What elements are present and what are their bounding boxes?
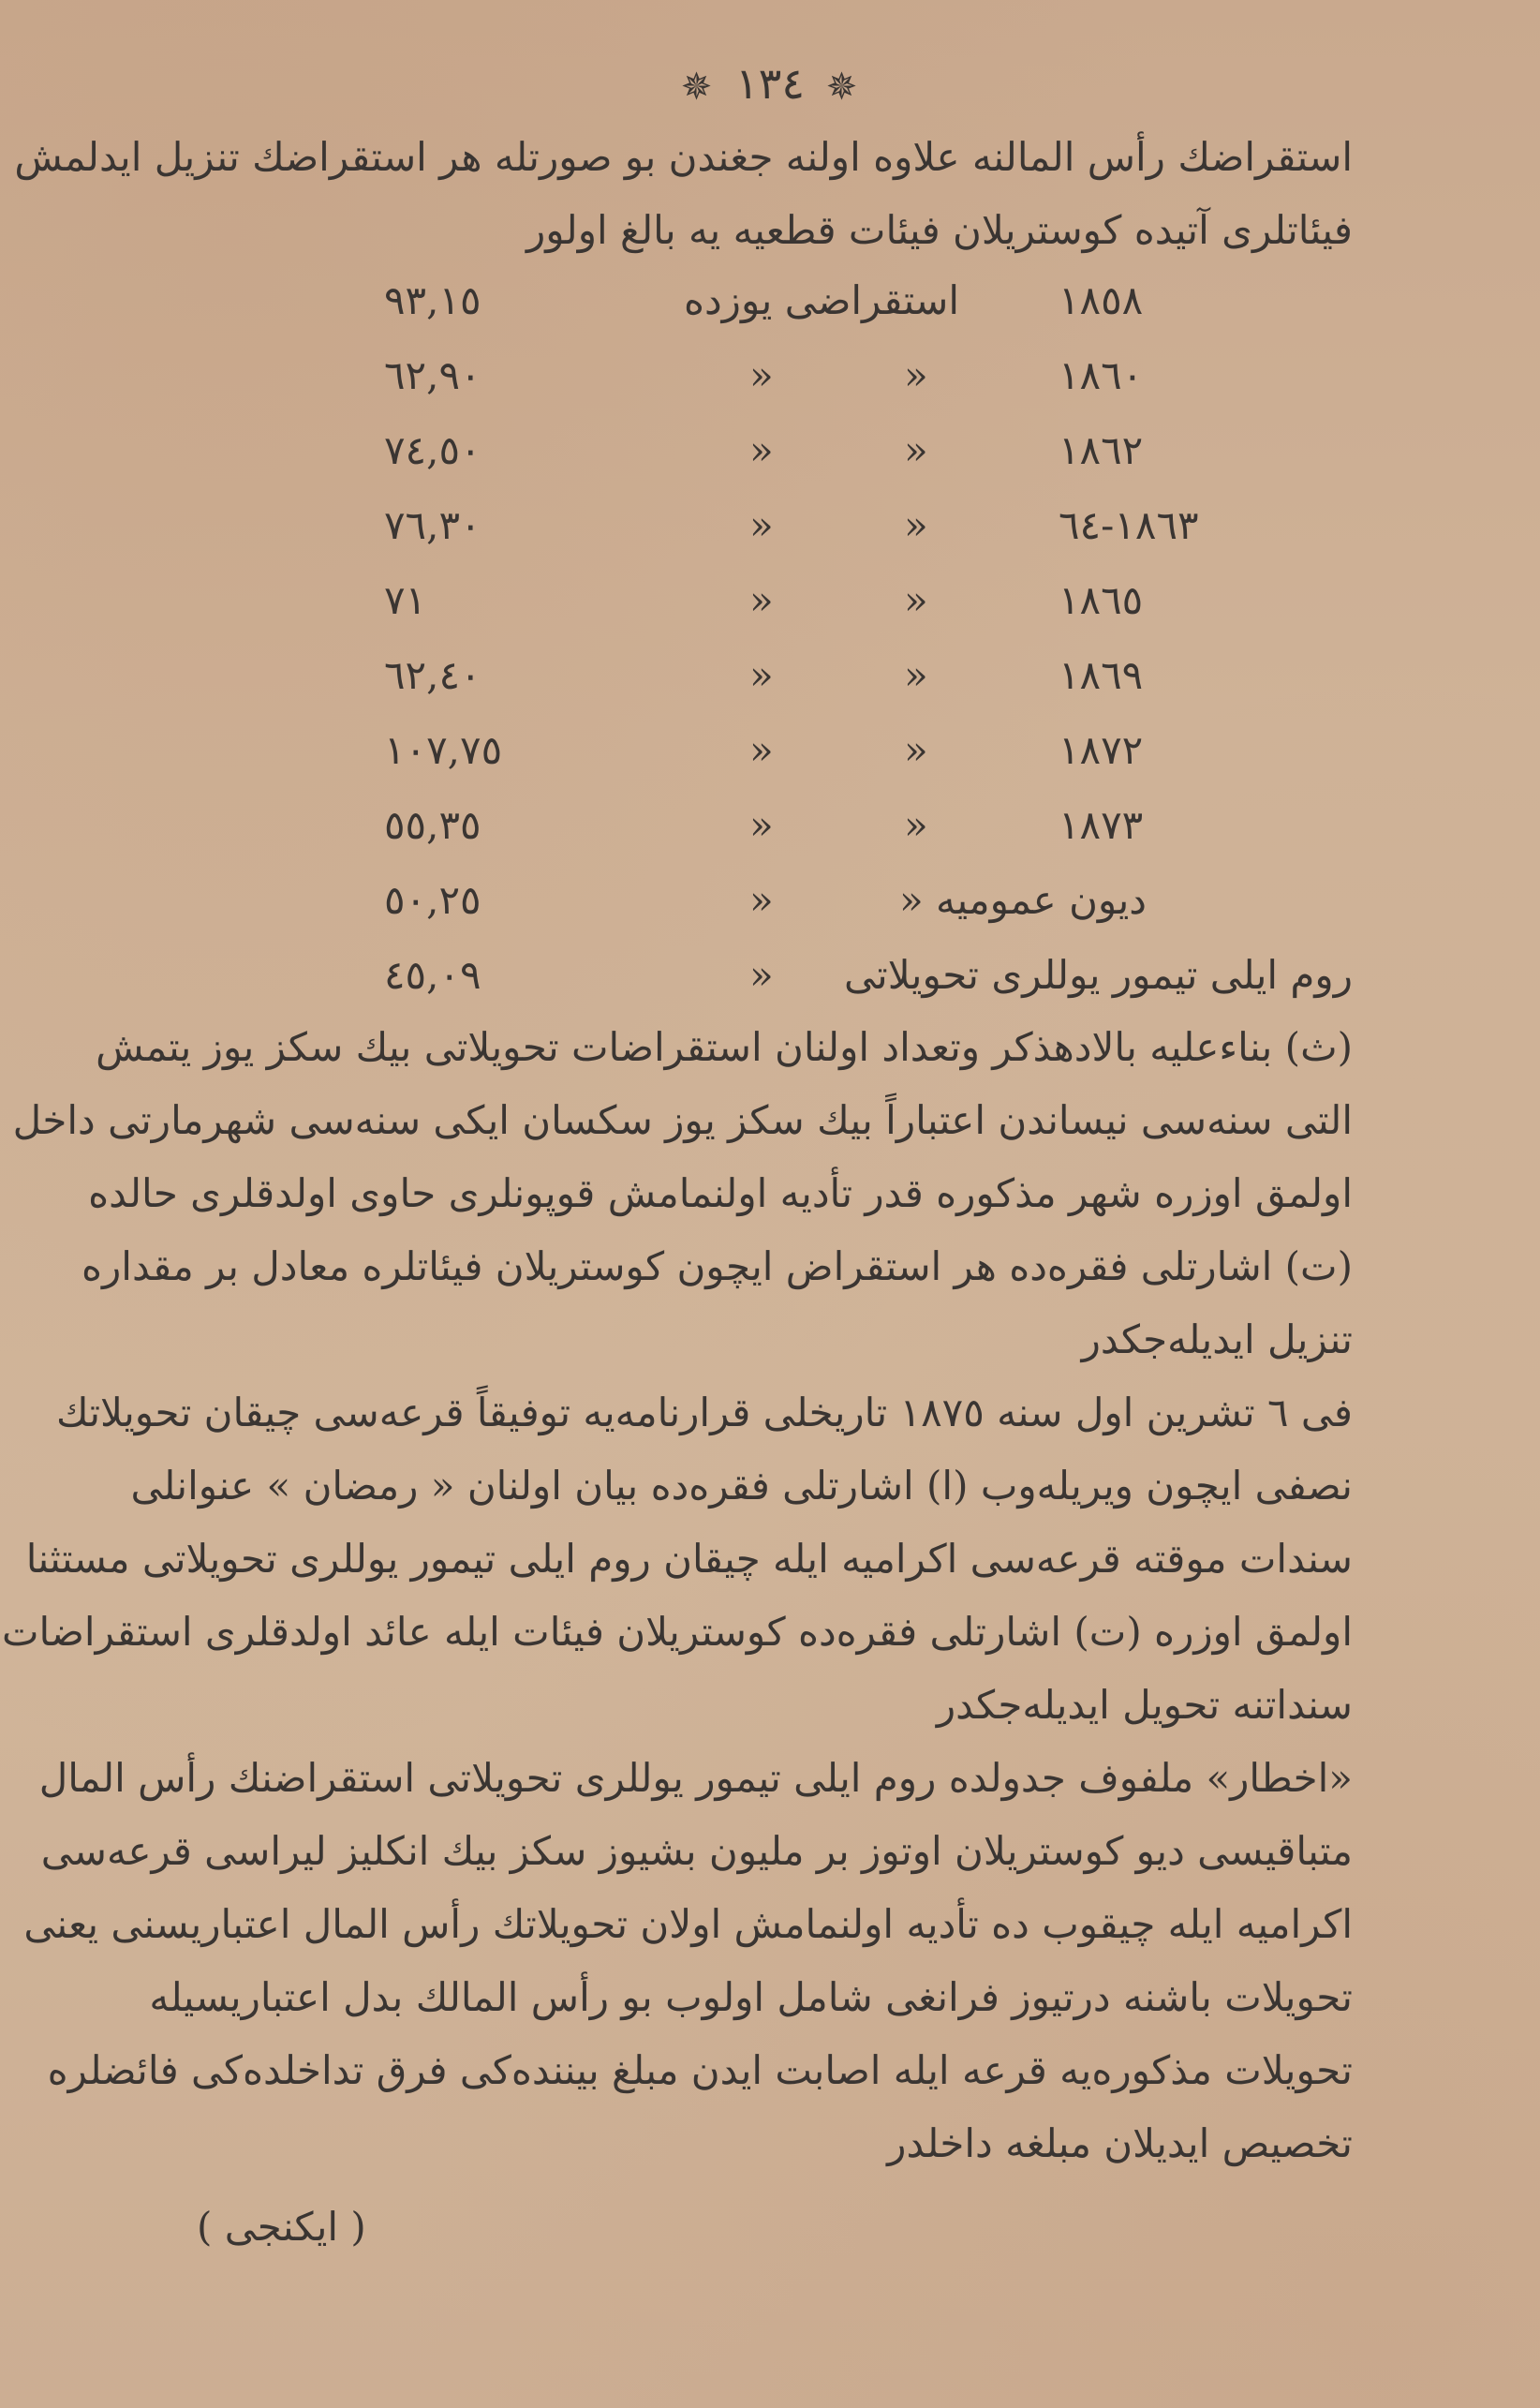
table-cell-ditto: » bbox=[749, 427, 774, 473]
table-row bbox=[0, 277, 1540, 334]
table-cell-year: ١٨٦٢ bbox=[1059, 427, 1144, 473]
table-cell-ditto: » bbox=[904, 652, 928, 698]
table-cell-ditto: » bbox=[904, 352, 928, 398]
table-cell-year: ١٨٧٣ bbox=[1059, 802, 1144, 848]
table-row bbox=[0, 577, 1540, 633]
table-cell-value: ٦٢,٤٠ bbox=[384, 652, 481, 698]
ornament-icon: ✵ bbox=[825, 66, 860, 109]
table-row bbox=[0, 877, 1540, 933]
paragraph-line: تخصيص ايديلان مبلغه داخلدر bbox=[887, 2120, 1353, 2166]
table-cell-label: استقراضى يوزده bbox=[683, 277, 959, 323]
table-row bbox=[0, 802, 1540, 858]
ornament-icon: ✵ bbox=[680, 66, 715, 109]
page-number-header bbox=[0, 58, 1540, 109]
table-cell-ditto: » bbox=[904, 727, 928, 773]
table-row bbox=[0, 427, 1540, 483]
paragraph-line: اولمق اوزره شهر مذكوره قدر تأديه اولنمامش قوپونلرى حاوى اولدقلرى حالده bbox=[88, 1170, 1353, 1216]
table-cell-value: ١٠٧,٧٥ bbox=[384, 727, 503, 773]
table-cell-ditto: » bbox=[749, 577, 774, 623]
table-cell-year: ١٨٦٣-٦٤ bbox=[1059, 502, 1199, 548]
paragraph-line: متباقيسى ديو كوستريلان اوتوز بر مليون بشيوز سكز بيك انكليز ليراسى قرعه‌سى bbox=[40, 1828, 1353, 1874]
table-cell-value: ٧٦,٣٠ bbox=[384, 502, 481, 548]
table-cell-value: ٥٥,٣٥ bbox=[384, 802, 481, 848]
page-signature-catchword: ( ايكنجى ) bbox=[197, 2204, 366, 2250]
table-row bbox=[0, 502, 1540, 558]
table-row bbox=[0, 352, 1540, 409]
table-cell-year: ١٨٥٨ bbox=[1059, 277, 1144, 323]
paragraph-line: (ث) بناءعليه بالادهذكر وتعداد اولنان استقراضات تحويلاتى بيك سكز يوز يتمش bbox=[96, 1024, 1353, 1070]
table-row bbox=[0, 652, 1540, 708]
intro-line: استقراضك رأس المالنه علاوه اولنه جغندن بو صورتله هر استقراضك تنزيل ايدلمش bbox=[14, 134, 1353, 180]
table-cell-label: روم ايلى تيمور يوللرى تحويلاتى bbox=[844, 952, 1353, 998]
table-cell-value: ٧٤,٥٠ bbox=[384, 427, 481, 473]
table-cell-value: ٧١ bbox=[384, 577, 427, 623]
table-cell-year: ١٨٦٠ bbox=[1059, 352, 1144, 398]
table-cell-ditto: » bbox=[904, 802, 928, 848]
table-cell-value: ٦٢,٩٠ bbox=[384, 352, 481, 398]
paragraph-line: نصفى ايچون ويريلەوب (ا) اشارتلى فقره‌ده بيان اولنان « رمضان » عنوانلى bbox=[130, 1463, 1353, 1509]
paragraph-line: «اخطار» ملفوف جدولده روم ايلى تيمور يوللرى تحويلاتى استقراضنك رأس المال bbox=[38, 1755, 1353, 1801]
paragraph-line: التى سنه‌سى نيساندن اعتباراً بيك سكز يوز سكسان ايكى سنه‌سى شهرمارتى داخل bbox=[12, 1097, 1353, 1143]
paragraph-line: اكراميه ايله چيقوب ده تأديه اولنمامش اولان تحويلاتك رأس المال اعتباريسنى يعنى bbox=[23, 1901, 1353, 1947]
paragraph-line: تحويلات مذكوره‌يه قرعه ايله اصابت ايدن مبلغ بيننده‌كى فرق تداخلده‌كى فائضلره bbox=[47, 2047, 1353, 2093]
table-cell-ditto: » bbox=[749, 352, 774, 398]
paragraph-line: تنزيل ايديله‌جكدر bbox=[1081, 1316, 1353, 1362]
table-cell-value: ٤٥,٠٩ bbox=[384, 952, 481, 998]
table-cell-year: ١٨٦٩ bbox=[1059, 652, 1144, 698]
page-number: ١٣٤ bbox=[734, 58, 806, 109]
table-cell-ditto: » bbox=[749, 727, 774, 773]
table-row bbox=[0, 952, 1540, 1008]
paragraph-line: (ت) اشارتلى فقره‌ده هر استقراض ايچون كوستريلان فيئاتلره معادل بر مقداره bbox=[81, 1243, 1353, 1289]
table-cell-ditto: » bbox=[749, 652, 774, 698]
table-cell-ditto: » bbox=[749, 802, 774, 848]
paragraph-line: سنداتنه تحويل ايديله‌جكدر bbox=[936, 1682, 1353, 1728]
intro-line: فيئاتلرى آتيده كوستريلان فيئات قطعيه يه بالغ اولور bbox=[526, 207, 1353, 253]
table-cell-ditto: » bbox=[904, 502, 928, 548]
table-cell-ditto: » bbox=[749, 502, 774, 548]
paragraph-line: سندات موقته قرعه‌سى اكراميه ايله چيقان روم ايلى تيمور يوللرى تحويلاتى مستثنا bbox=[25, 1536, 1353, 1582]
table-cell-value: ٩٣,١٥ bbox=[384, 277, 481, 323]
paragraph-line: اولمق اوزره (ت) اشارتلى فقره‌ده كوستريلان فيئات ايله عائد اولدقلرى استقراضات bbox=[1, 1609, 1353, 1655]
table-cell-ditto: » bbox=[749, 952, 774, 998]
table-row bbox=[0, 727, 1540, 783]
table-cell-year: ١٨٧٢ bbox=[1059, 727, 1144, 773]
table-cell-ditto: » bbox=[904, 427, 928, 473]
table-cell-label: ديون عموميه « bbox=[898, 877, 1147, 923]
paragraph-line: فى ٦ تشرين اول سنه ١٨٧٥ تاريخلى قرارنامه‌يه توفيقاً قرعه‌سى چيقان تحويلاتك bbox=[55, 1390, 1353, 1435]
paragraph-line: تحويلات باشنه درتيوز فرانغى شامل اولوب بو رأس المالك بدل اعتباريسيله bbox=[149, 1974, 1353, 2020]
table-cell-ditto: » bbox=[904, 577, 928, 623]
table-cell-year: ١٨٦٥ bbox=[1059, 577, 1144, 623]
table-cell-ditto: » bbox=[749, 877, 774, 923]
table-cell-value: ٥٠,٢٥ bbox=[384, 877, 481, 923]
